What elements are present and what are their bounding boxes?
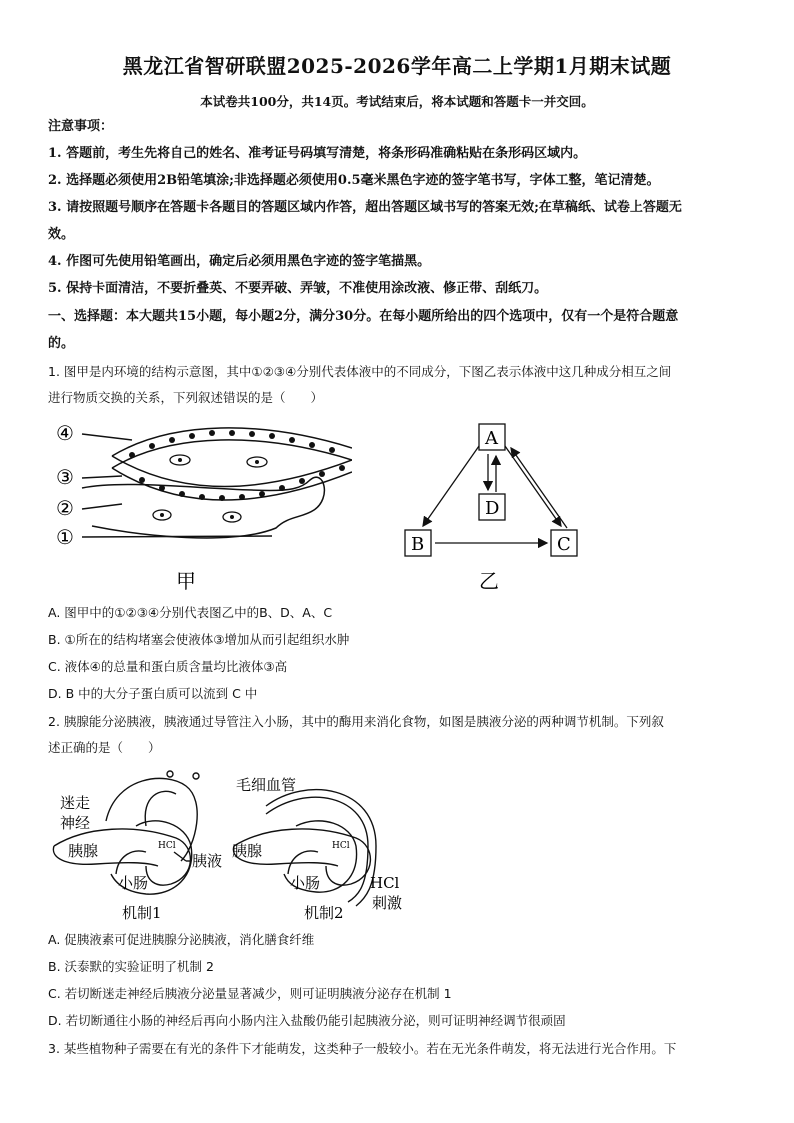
note-item: 2. 选择题必须使用2B铅笔填涂;非选择题必须使用0.5毫米黑色字迹的签字笔书写，字体工整，笔记清楚。 <box>48 173 660 188</box>
caption-mechanism-1: 机制1 <box>122 904 162 922</box>
node-c: C <box>557 534 571 555</box>
figure-caption-yi: 乙 <box>479 569 499 593</box>
label-pancreas-1: 胰腺 <box>68 842 99 860</box>
label-stimulus: 刺激 <box>372 894 403 912</box>
label-juice: 胰液 <box>192 852 223 870</box>
q2-option-c[interactable]: C. 若切断迷走神经后胰液分泌量显著减少，则可证明胰液分泌存在机制 1 <box>48 986 452 1001</box>
label-vagus-2: 神经 <box>60 814 91 832</box>
node-d: D <box>485 498 500 519</box>
q1-option-c[interactable]: C. 液体④的总量和蛋白质含量均比液体③高 <box>48 659 288 674</box>
note-item: 4. 作图可先使用铅笔画出，确定后必须用黑色字迹的签字笔描黑。 <box>48 254 431 269</box>
section-heading-cont: 的。 <box>48 336 75 351</box>
question-2-stem: 2. 胰腺能分泌胰液，胰液通过导管注入小肠，其中的酶用来消化食物，如图是胰液分泌的两种调节机制。下列叙 <box>48 714 664 729</box>
label-4: ④ <box>56 421 74 445</box>
label-hcl-stimulus: HCl <box>370 874 400 892</box>
q2-option-b[interactable]: B. 沃泰默的实验证明了机制 2 <box>48 959 214 974</box>
label-2: ② <box>56 496 74 520</box>
label-3: ③ <box>56 465 74 489</box>
page-title: 黑龙江省智研联盟2025-2026学年高二上学期1月期末试题 <box>122 54 672 78</box>
notes-heading: 注意事项： <box>48 119 114 134</box>
label-intestine-2: 小肠 <box>290 874 321 892</box>
label-1: ① <box>56 525 74 549</box>
note-item: 5. 保持卡面清洁，不要折叠英、不要弄破、弄皱，不准使用涂改液、修正带、刮纸刀。 <box>48 281 548 296</box>
label-intestine-1: 小肠 <box>118 874 149 892</box>
label-pancreas-2: 胰腺 <box>232 842 263 860</box>
note-item: 1. 答题前，考生先将自己的姓名、准考证号码填写清楚，将条形码准确粘贴在条形码区域内。 <box>48 146 587 161</box>
label-hcl-1: HCl <box>158 841 176 851</box>
q1-option-a[interactable]: A. 图甲中的①②③④分别代表图乙中的B、D、A、C <box>48 605 333 620</box>
q1-option-d[interactable]: D. B 中的大分子蛋白质可以流到 C 中 <box>48 686 258 701</box>
q1-option-b[interactable]: B. ①所在的结构堵塞会使液体③增加从而引起组织水肿 <box>48 632 350 647</box>
node-a: A <box>485 428 498 449</box>
q2-option-d[interactable]: D. 若切断通往小肠的神经后再向小肠内注入盐酸仍能引起胰液分泌，则可证明神经调节很顽固 <box>48 1013 566 1028</box>
page-subtitle: 本试卷共100分，共14页。考试结束后，将本试题和答题卡一并交回。 <box>200 94 594 109</box>
question-3-stem: 3. 某些植物种子需要在有光的条件下才能萌发，这类种子一般较小。若在无光条件萌发，将无法进行光合作用。下 <box>48 1041 677 1056</box>
figure-yi <box>395 418 595 596</box>
label-hcl-2: HCl <box>332 841 350 851</box>
note-item: 3. 请按照题号顺序在答题卡各题目的答题区域内作答，超出答题区域书写的答案无效;在草稿纸、试卷上答题无 <box>48 200 682 215</box>
figure-caption-jia: 甲 <box>176 569 196 593</box>
question-2-stem-cont: 述正确的是（ ） <box>48 740 161 755</box>
label-capillary: 毛细血管 <box>236 776 297 794</box>
label-vagus: 迷走 <box>60 794 91 812</box>
node-b: B <box>411 534 425 555</box>
figure-mechanism-1 <box>46 766 236 926</box>
note-item: 效。 <box>48 227 75 242</box>
section-heading: 一、选择题：本大题共15小题，每小题2分，满分30分。在每小题所给出的四个选项中，仅有一个是符合题意 <box>48 309 679 324</box>
caption-mechanism-2: 机制2 <box>304 904 344 922</box>
q2-option-a[interactable]: A. 促胰液素可促进胰腺分泌胰液，消化膳食纤维 <box>48 932 315 947</box>
figure-mechanism-2 <box>226 766 426 926</box>
question-1-stem: 1. 图甲是内环境的结构示意图，其中①②③④分别代表体液中的不同成分，下图乙表示体液中这几种成分相互之间 <box>48 364 672 379</box>
question-1-stem-cont: 进行物质交换的关系，下列叙述错误的是（ ） <box>48 390 324 405</box>
figure-jia <box>52 418 352 596</box>
